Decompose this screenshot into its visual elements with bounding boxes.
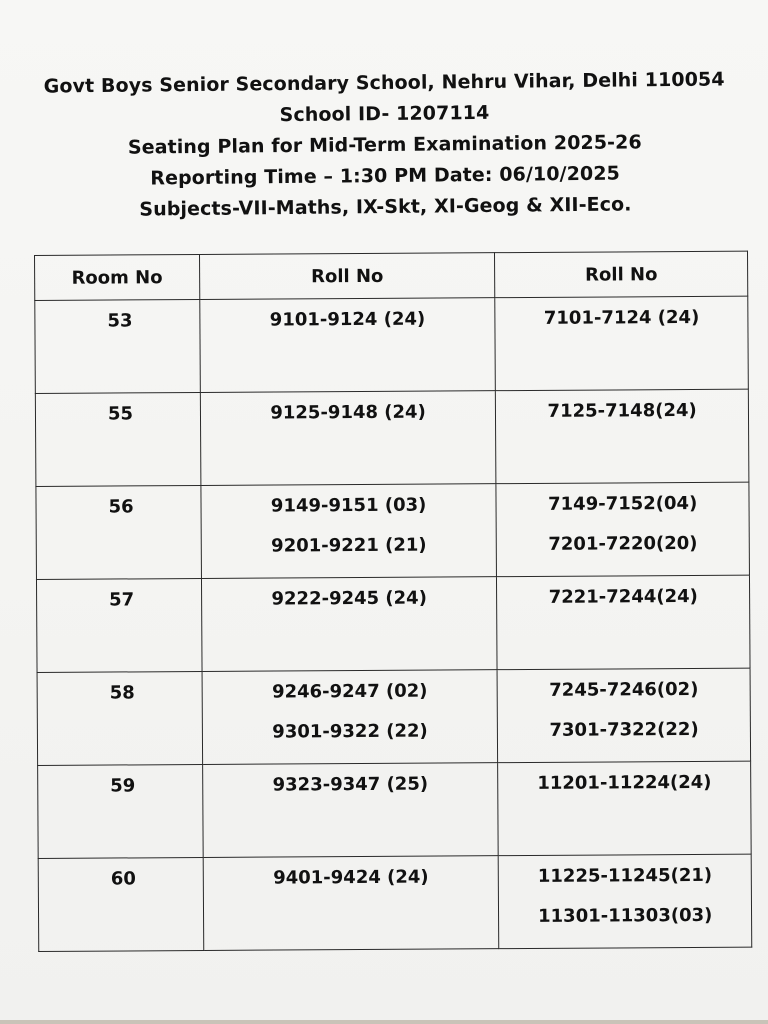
- roll-cell-a: 9101-9124 (24): [200, 298, 496, 393]
- school-id: School ID- 1207114: [279, 101, 490, 127]
- table-row: [35, 389, 749, 486]
- table-row: [38, 761, 752, 858]
- roll-cell-b: 11225-11245(21) 11301-11303(03): [498, 854, 751, 949]
- subjects: Subjects-VII-Maths, IX-Skt, XI-Geog & XII-Eco.: [139, 193, 632, 221]
- table-header-row: [35, 251, 748, 300]
- table-row: [37, 668, 751, 765]
- roll-cell-b: 7245-7246(02) 7301-7322(22): [497, 668, 750, 763]
- roll-cell-b: 7221-7244(24): [497, 575, 750, 670]
- room-cell: 60: [38, 857, 203, 951]
- roll-cell-a: 9222-9245 (24): [201, 577, 497, 672]
- exam-title: Seating Plan for Mid-Term Examination 2025-26: [127, 131, 642, 159]
- table-row: [36, 482, 750, 579]
- reporting-time: Reporting Time – 1:30 PM Date: 06/10/2025: [150, 162, 621, 190]
- roll-cell-a: 9323-9347 (25): [202, 763, 498, 858]
- roll-cell-b: 7149-7152(04) 7201-7220(20): [496, 482, 749, 577]
- school-name: Govt Boys Senior Secondary School, Nehru Vihar, Delhi 110054: [43, 68, 725, 98]
- room-cell: 59: [38, 764, 203, 858]
- seating-table: [34, 251, 752, 952]
- room-cell: 56: [36, 485, 201, 579]
- header-roll-no-b: Roll No: [495, 251, 748, 298]
- page-bottom-edge: [0, 1020, 768, 1024]
- room-cell: 57: [36, 578, 201, 672]
- document-header: [0, 64, 768, 227]
- roll-cell-a: 9149-9151 (03) 9201-9221 (21): [201, 484, 497, 579]
- table-row: [36, 575, 750, 672]
- header-roll-no-a: Roll No: [199, 253, 495, 300]
- roll-cell-b: 7125-7148(24): [496, 389, 749, 484]
- table-row: [35, 296, 749, 393]
- room-cell: 58: [37, 671, 202, 765]
- table-row: [38, 854, 752, 951]
- roll-cell-a: 9246-9247 (02) 9301-9322 (22): [202, 670, 498, 765]
- room-cell: 55: [35, 392, 200, 486]
- header-room-no: Room No: [35, 254, 200, 300]
- room-cell: 53: [35, 299, 200, 393]
- roll-cell-a: 9401-9424 (24): [203, 856, 499, 951]
- roll-cell-b: 7101-7124 (24): [495, 296, 748, 391]
- roll-cell-b: 11201-11224(24): [498, 761, 751, 856]
- roll-cell-a: 9125-9148 (24): [200, 391, 496, 486]
